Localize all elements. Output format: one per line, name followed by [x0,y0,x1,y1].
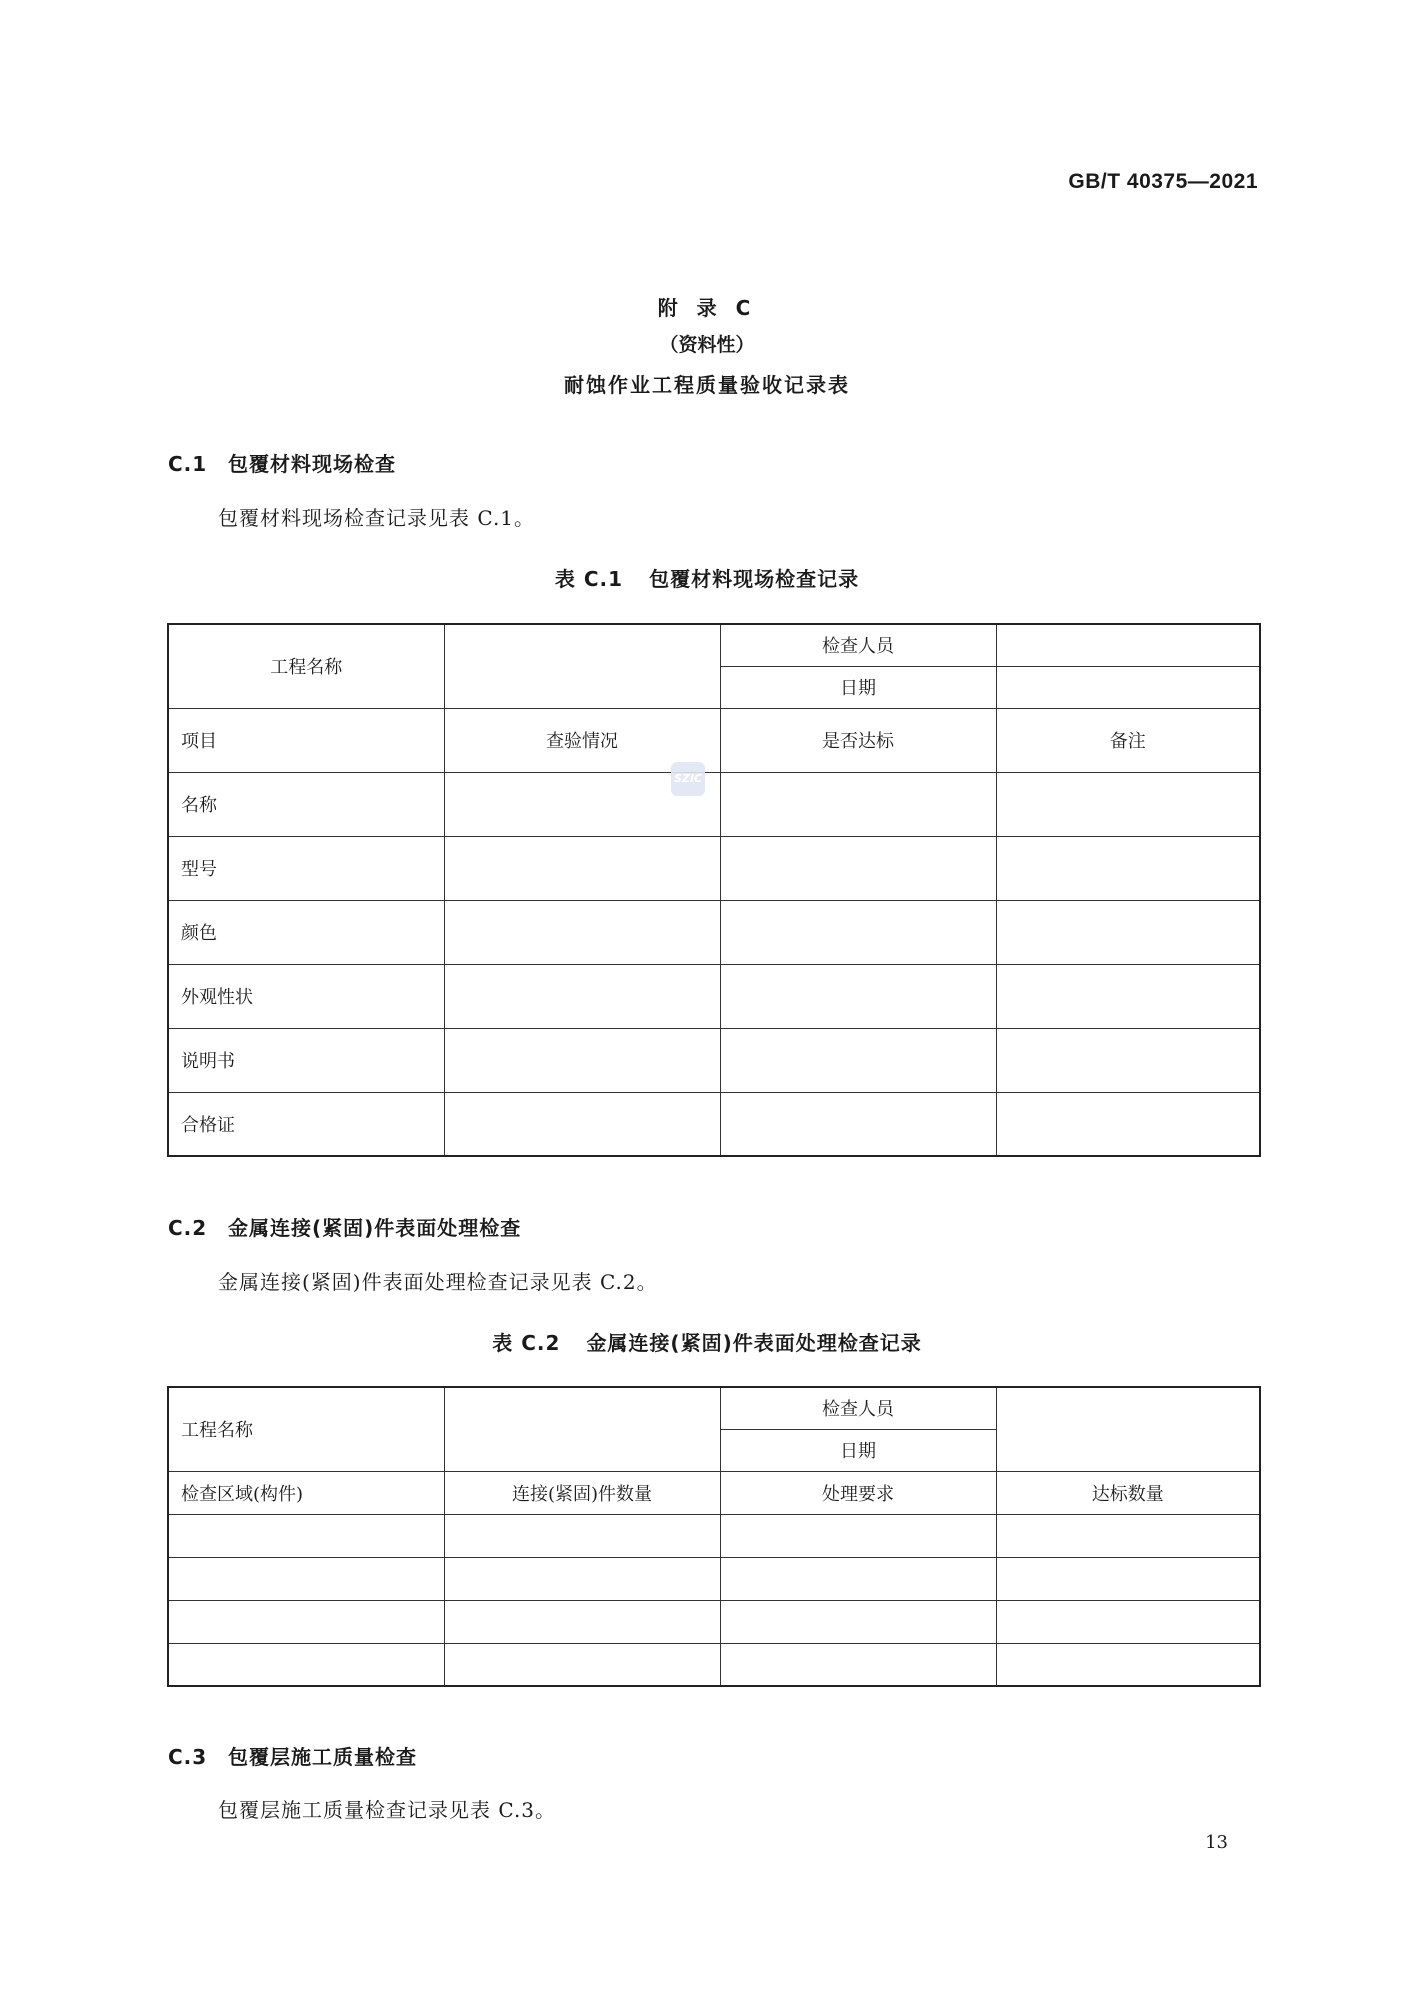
table-cell[interactable] [720,964,996,1028]
table-row [168,964,1260,1028]
row-label: 合格证 [168,1092,444,1156]
table-cell[interactable] [168,1557,444,1600]
table-row [168,900,1260,964]
table-row [168,1092,1260,1156]
section-title: 包覆层施工质量检查 [228,1745,417,1769]
table-cell[interactable] [996,836,1260,900]
appendix-name: 耐蚀作业工程质量验收记录表 [564,373,850,397]
table-cell[interactable] [444,1600,720,1643]
row-label: 颜色 [168,900,444,964]
date-label: 日期 [720,1429,996,1471]
section-c2-heading [168,1212,521,1241]
table-cell[interactable] [996,1092,1260,1156]
table-cell[interactable] [720,1028,996,1092]
table-cell[interactable] [720,772,996,836]
table-cell[interactable] [720,836,996,900]
column-header: 备注 [996,708,1260,772]
caption-label: 表 C.1 [554,567,624,591]
project-name-value[interactable] [444,1387,720,1471]
row-label: 说明书 [168,1028,444,1092]
table-cell[interactable] [720,1643,996,1686]
table-cell[interactable] [996,1514,1260,1557]
table-row [168,624,1260,666]
inspector-label: 检查人员 [720,1387,996,1429]
column-header: 检查区域(构件) [168,1471,444,1514]
section-title: 包覆材料现场检查 [228,452,396,476]
table-row [168,836,1260,900]
caption-title: 包覆材料现场检查记录 [649,567,860,591]
standard-code: GB/T 40375—2021 [1068,170,1258,193]
table-cell[interactable] [444,1557,720,1600]
table-cell[interactable] [168,1643,444,1686]
table-cell[interactable] [996,772,1260,836]
table-cell[interactable] [444,1643,720,1686]
page-number: 13 [1205,1832,1228,1853]
section-c2-paragraph: 金属连接(紧固)件表面处理检查记录见表 C.2。 [218,1270,658,1294]
section-number: C.1 [168,452,208,476]
table-row [168,1387,1260,1429]
inspector-date-value[interactable] [996,1387,1260,1471]
section-number: C.3 [168,1745,208,1769]
table-row [168,1600,1260,1643]
section-c1-heading [168,448,396,477]
watermark-logo: SZIC [671,762,705,796]
table-cell[interactable] [720,1092,996,1156]
table-cell[interactable] [996,1643,1260,1686]
column-header: 项目 [168,708,444,772]
column-header: 查验情况 [444,708,720,772]
inspector-value[interactable] [996,624,1260,666]
appendix-type: （资料性） [659,334,755,356]
appendix-title: 附 录 C [657,296,757,320]
table-cell[interactable] [720,900,996,964]
row-label: 名称 [168,772,444,836]
table-row [168,1643,1260,1686]
table-cell[interactable] [444,836,720,900]
table-cell[interactable] [168,1600,444,1643]
table-cell[interactable] [996,1028,1260,1092]
caption-label: 表 C.2 [492,1331,561,1355]
table-header-row [168,1471,1260,1514]
table-c2 [167,1386,1261,1687]
column-header: 处理要求 [720,1471,996,1514]
table-cell[interactable] [996,1557,1260,1600]
table-row [168,772,1260,836]
table-cell[interactable] [996,1600,1260,1643]
project-name-label: 工程名称 [168,624,444,708]
section-c1-paragraph: 包覆材料现场检查记录见表 C.1。 [218,506,536,530]
table-c2-caption [0,1327,1414,1356]
project-name-label: 工程名称 [168,1387,444,1471]
table-cell[interactable] [444,1514,720,1557]
column-header: 连接(紧固)件数量 [444,1471,720,1514]
table-cell[interactable] [720,1514,996,1557]
table-cell[interactable] [444,964,720,1028]
row-label: 外观性状 [168,964,444,1028]
table-cell[interactable] [996,900,1260,964]
table-cell[interactable] [444,1028,720,1092]
table-header-row [168,708,1260,772]
row-label: 型号 [168,836,444,900]
table-c1 [167,623,1261,1157]
section-title: 金属连接(紧固)件表面处理检查 [228,1216,522,1240]
table-cell[interactable] [168,1514,444,1557]
caption-title: 金属连接(紧固)件表面处理检查记录 [586,1331,922,1355]
table-row [168,1557,1260,1600]
project-name-value[interactable] [444,624,720,708]
table-c1-caption [0,563,1414,592]
table-cell[interactable] [720,1557,996,1600]
table-cell[interactable] [720,1600,996,1643]
section-c3-paragraph: 包覆层施工质量检查记录见表 C.3。 [218,1798,557,1822]
column-header: 是否达标 [720,708,996,772]
table-cell[interactable] [444,900,720,964]
section-number: C.2 [168,1216,208,1240]
table-row [168,1514,1260,1557]
section-c3-heading [168,1741,417,1770]
date-value[interactable] [996,666,1260,708]
date-label: 日期 [720,666,996,708]
table-row [168,1028,1260,1092]
column-header: 达标数量 [996,1471,1260,1514]
table-cell[interactable] [444,1092,720,1156]
table-cell[interactable] [996,964,1260,1028]
inspector-label: 检查人员 [720,624,996,666]
